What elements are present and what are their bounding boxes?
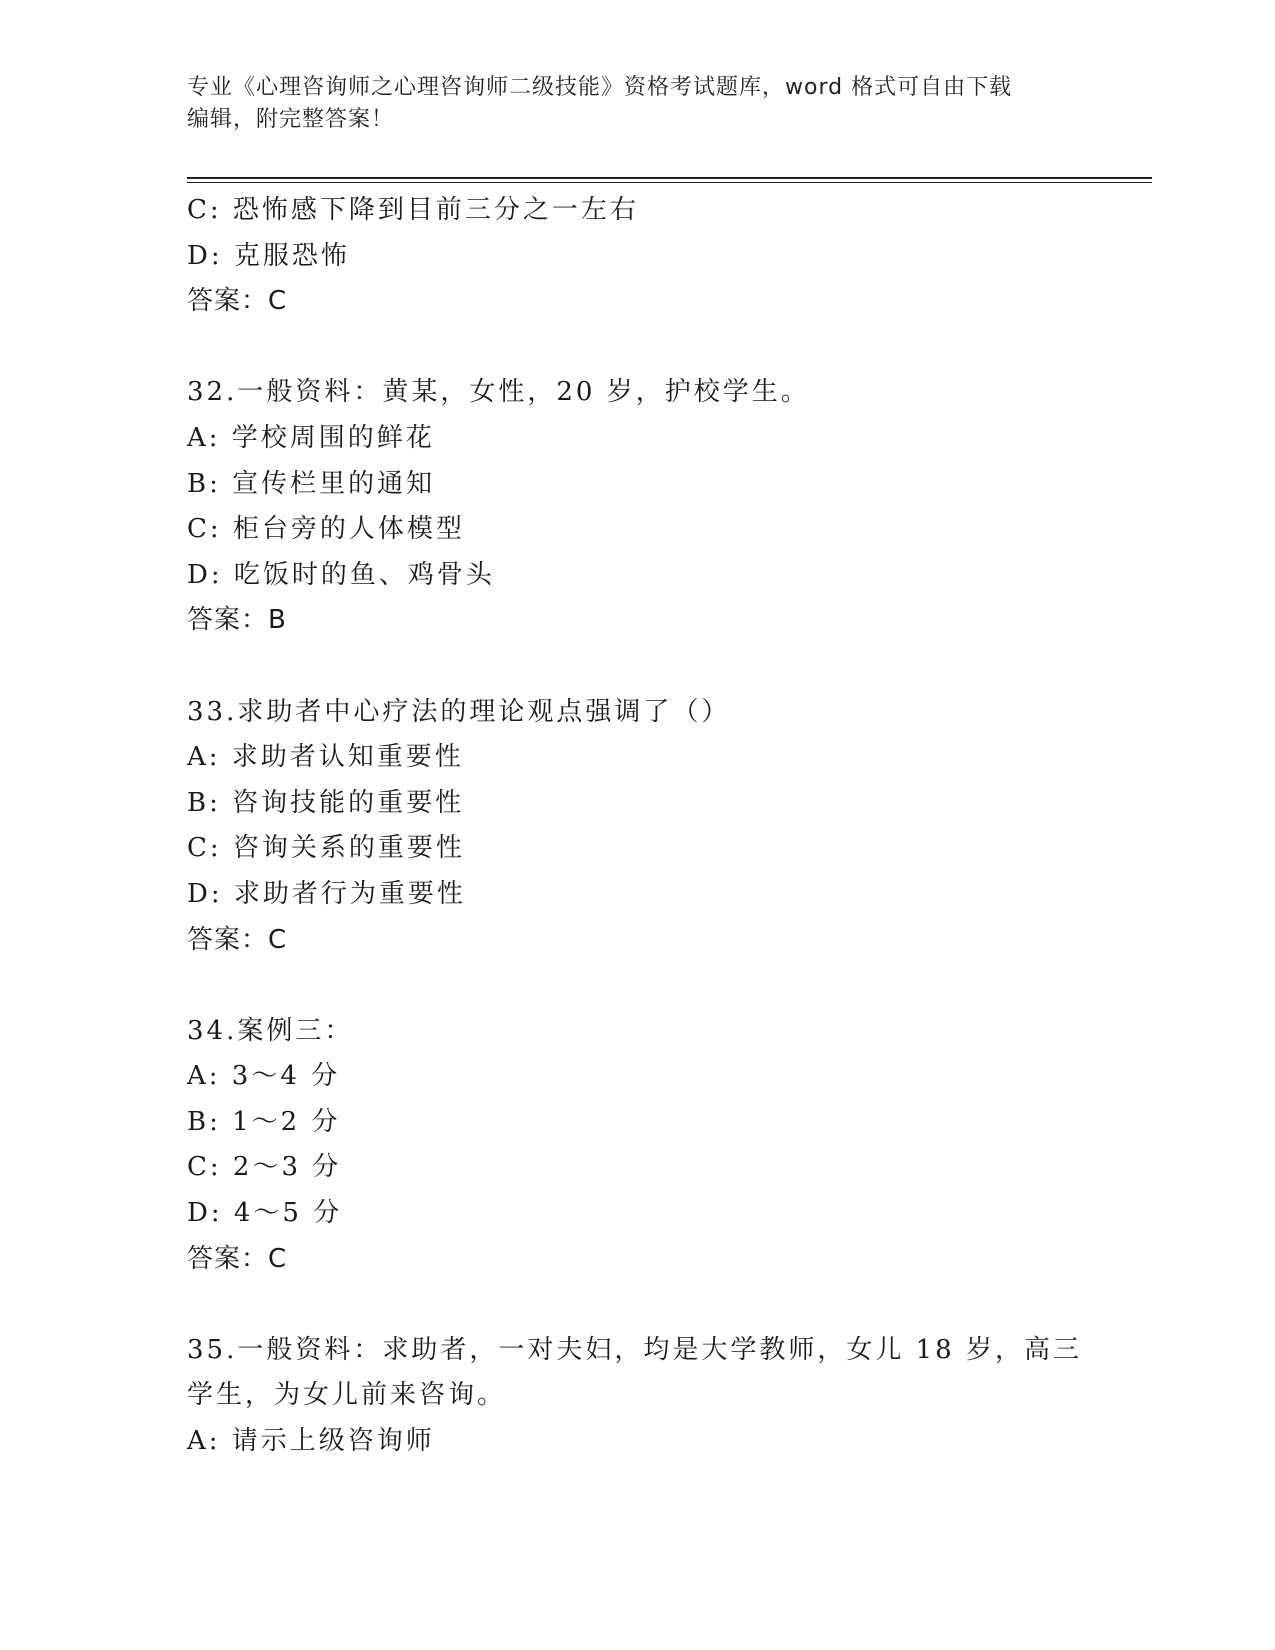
question-carryover (187, 188, 1107, 325)
question-stem-continued: 学生，为女儿前来咨询。 (187, 1380, 507, 1411)
option-c: C: 2～3 分 (187, 1152, 342, 1183)
question-35 (187, 1328, 1107, 1465)
answer-line: 答案：B (187, 605, 287, 636)
answer-line: 答案：C (187, 1243, 288, 1274)
question-32 (187, 370, 1107, 644)
option-b: B: 宣传栏里的通知 (187, 468, 436, 499)
option-a: A: 学校周围的鲜花 (187, 422, 435, 453)
option-a: A: 请示上级咨询师 (187, 1426, 435, 1457)
header-line-2: 编辑，附完整答案！ (187, 107, 395, 132)
spacer (187, 644, 1107, 690)
option-d: D: 4～5 分 (187, 1198, 343, 1229)
question-stem: 35.一般资料：求助者，一对夫妇，均是大学教师，女儿 18 岁，高三 (187, 1334, 1082, 1365)
question-stem: 33.求助者中心疗法的理论观点强调了（） (187, 696, 731, 727)
header-rule-thick (187, 177, 1152, 179)
option-c: C: 恐怖感下降到目前三分之一左右 (187, 195, 639, 225)
question-list (187, 188, 1107, 1465)
option-d: D: 求助者行为重要性 (187, 878, 466, 909)
option-b: B: 1～2 分 (187, 1106, 341, 1137)
question-33 (187, 690, 1107, 964)
spacer (187, 1282, 1107, 1328)
option-a: A: 3～4 分 (187, 1061, 341, 1092)
option-d: D: 克服恐怖 (187, 240, 350, 271)
option-d: D: 吃饭时的鱼、鸡骨头 (187, 559, 495, 590)
answer-line: 答案：C (187, 924, 288, 955)
question-34 (187, 1009, 1107, 1283)
question-stem: 32.一般资料：黄某，女性，20 岁，护校学生。 (187, 377, 810, 408)
header-rule-thin (187, 182, 1152, 183)
document-header (187, 72, 1067, 136)
question-stem: 34.案例三： (187, 1015, 354, 1046)
spacer (187, 325, 1107, 371)
option-c: C: 柜台旁的人体模型 (187, 514, 465, 545)
header-line-1: 专业《心理咨询师之心理咨询师二级技能》资格考试题库，word 格式可自由下载 (187, 75, 1013, 100)
answer-line: 答案：C (187, 286, 288, 317)
option-b: B: 咨询技能的重要性 (187, 787, 465, 818)
option-c: C: 咨询关系的重要性 (187, 833, 465, 864)
option-a: A: 求助者认知重要性 (187, 742, 464, 773)
spacer (187, 963, 1107, 1009)
